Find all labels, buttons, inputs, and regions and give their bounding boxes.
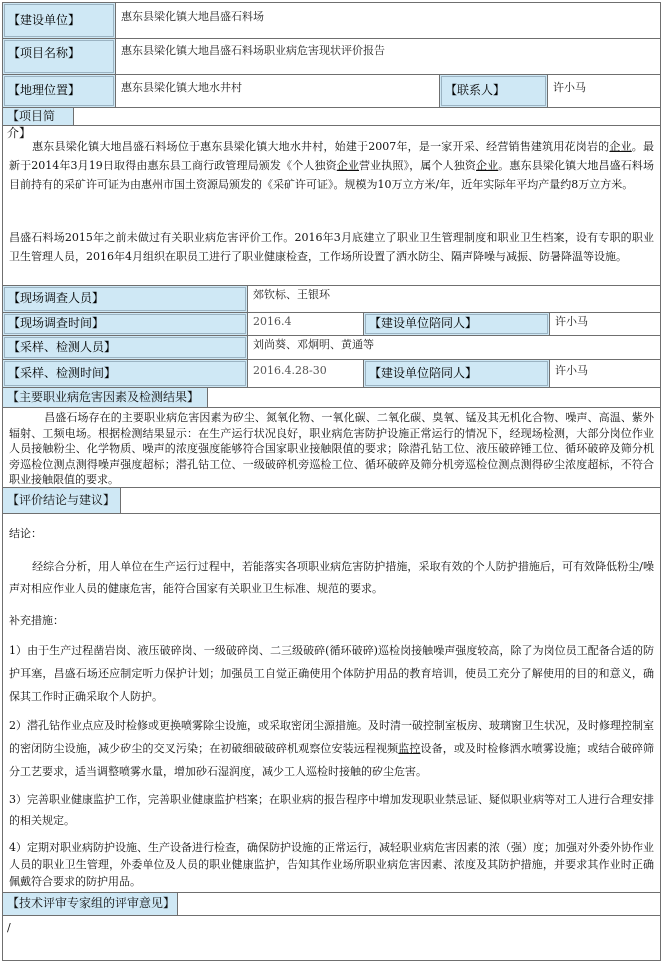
contact-label: 【联系人】: [439, 75, 547, 107]
intro-paragraph-1: 惠东县梁化镇大地昌盛石料场位于惠东县梁化镇大地水井村，始建于2007年，是一家开采、经营销售建筑用花岗岩的企业。最新于2014年3月19日取得由惠东县工商行政管理局颁发《个人独资企业营业执照》，属个人独资企业。惠东县梁化镇大地昌盛石料场目前持有的采矿许可证为由惠州市国土资源局颁发的《采矿许可证》。规模为10万立方米/年，近年实际年平均产量约8万立方米。: [9, 140, 655, 191]
conclusion-title: 结论：: [9, 527, 42, 540]
intro-body: [3, 125, 660, 285]
row-unit: [3, 3, 660, 38]
project-value: 惠东县梁化镇大地昌盛石料场职业病危害现状评价报告: [115, 39, 660, 74]
measures-title: 补充措施：: [9, 614, 64, 627]
hazards-text: 昌盛石场存在的主要职业病危害因素为矽尘、氮氧化物、一氧化碳、二氧化碳、臭氧、锰及其无机化合物、噪声、高温、紫外辐射、工频电场。根据检测结果显示：在生产运行状况良好，职业病危害防护设施正常运行的情况下，经现场检测，大部分岗位作业人员接触粉尘、化学物质、噪声的浓度强度能够符合国家职业接触限值的要求；除潜孔钻工位、液压破碎锤工位、循环破碎及筛分机旁巡检位测点测得噪声强度超标；潜孔钻工位、一级破碎机旁巡检工位、循环破碎及筛分机旁巡检位测点测得矽尘浓度超标，不符合职业接触限值的要求。: [9, 411, 654, 486]
measure-2: 2）潜孔钻作业点应及时检修或更换喷雾除尘设施，或采取密闭尘源措施。及时清一破控制室板房、玻璃窗卫生状况，及时修理控制室的密闭防尘设施，减少矽尘的交叉污染；在初破细破破碎机观察位安装远程视频监控设备，或及时检修洒水喷雾设施；或结合破碎筛分工艺要求，适当调整喷雾水量，增加砂石湿润度，减少工人巡检时接触的矽尘危害。: [9, 719, 655, 778]
sampling-time-value: 2016.4.28-30: [247, 360, 363, 387]
survey-time-value: 2016.4: [247, 313, 363, 335]
sampling-staff-value: 刘尚葵、邓炯明、黄通等: [247, 336, 660, 359]
measure-1: 1）由于生产过程凿岩岗、液压破碎岗、一级破碎岗、二三级破碎(循环破碎)巡检岗接触噪声强度较高，除了为岗位员工配备合适的防护耳塞，昌盛石场还应制定听力保护计划；加强员工自觉正确使用个体防护用品的教育培训，使员工充分了解使用的目的和意义，确保其工作时正确采取个人防护。: [9, 644, 654, 703]
intro-link-enterprise-2: 企业: [336, 159, 360, 172]
location-value: 惠东县梁化镇大地水井村: [115, 75, 439, 107]
survey-companion-value: 许小马: [549, 313, 660, 335]
row-sampling-time: [3, 359, 660, 387]
row-sampling-staff: [3, 335, 660, 359]
intro-header: 【项目简介】: [3, 108, 74, 125]
row-location: [3, 74, 660, 107]
hazards-body: [3, 407, 660, 487]
hazards-header: 【主要职业病危害因素及检测结果】: [3, 388, 208, 407]
intro-link-enterprise-1: 企业: [609, 140, 632, 153]
conclusion-header: 【评价结论与建议】: [3, 488, 121, 513]
intro-link-enterprise-3: 企业: [476, 159, 499, 172]
intro-paragraph-2: 昌盛石料场2015年之前未做过有关职业病危害评价工作。2016年3月底建立了职业卫生管理制度和职业卫生档案，设有专职的职业卫生管理人员，2016年4月组织在职员工进行了职业健康检查，工作场所设置了洒水防尘、隔声降噪与减振、防暑降温等设施。: [9, 231, 654, 263]
measure-2-link-monitor: 监控: [398, 742, 421, 755]
survey-companion-label: 【建设单位陪同人】: [363, 313, 549, 335]
survey-staff-label: 【现场调查人员】: [3, 286, 247, 312]
row-survey-staff: [3, 285, 660, 312]
row-review-header: [3, 892, 660, 915]
row-survey-time: [3, 312, 660, 335]
sampling-companion-value: 许小马: [549, 360, 660, 387]
unit-label: 【建设单位】: [3, 3, 115, 38]
location-label: 【地理位置】: [3, 75, 115, 107]
report-sheet: [2, 2, 661, 961]
row-conclusion-header: [3, 487, 660, 513]
sampling-companion-label: 【建设单位陪同人】: [363, 360, 549, 387]
unit-value: 惠东县梁化镇大地昌盛石料场: [115, 3, 660, 38]
review-body: [3, 915, 660, 960]
review-value: /: [7, 921, 11, 934]
measure-3: 3）完善职业健康监护工作，完善职业健康监护档案；在职业病的报告程序中增加发现职业禁忌证、疑似职业病等对工人进行合理安排的相关规定。: [9, 793, 654, 827]
row-project: [3, 38, 660, 74]
row-hazards-header: [3, 387, 660, 407]
sampling-staff-label: 【采样、检测人员】: [3, 336, 247, 359]
measure-4: 4）定期对职业病防护设施、生产设备进行检查，确保防护设施的正常运行，减轻职业病危害因素的浓（强）度；加强对外委外协作业人员的职业卫生管理，外委单位及人员的职业健康监护，告知其作业场所职业病危害因素、浓度及其防护措施，并要求其作业时正确佩戴符合要求的防护用品。: [9, 841, 654, 888]
survey-staff-value: 郊钦标、王银环: [247, 286, 660, 312]
contact-value: 许小马: [547, 75, 660, 107]
survey-time-label: 【现场调查时间】: [3, 313, 247, 335]
sampling-time-label: 【采样、检测时间】: [3, 360, 247, 387]
project-label: 【项目名称】: [3, 39, 115, 74]
conclusion-body: [3, 513, 660, 892]
conclusion-text: 经综合分析，用人单位在生产运行过程中，若能落实各项职业病危害防护措施，采取有效的个人防护措施后，可有效降低粉尘/噪声对相应作业人员的健康危害，能符合国家有关职业卫生标准、规范的要求。: [9, 560, 654, 595]
row-intro-header: [3, 107, 660, 140]
review-header: 【技术评审专家组的评审意见】: [3, 893, 178, 915]
